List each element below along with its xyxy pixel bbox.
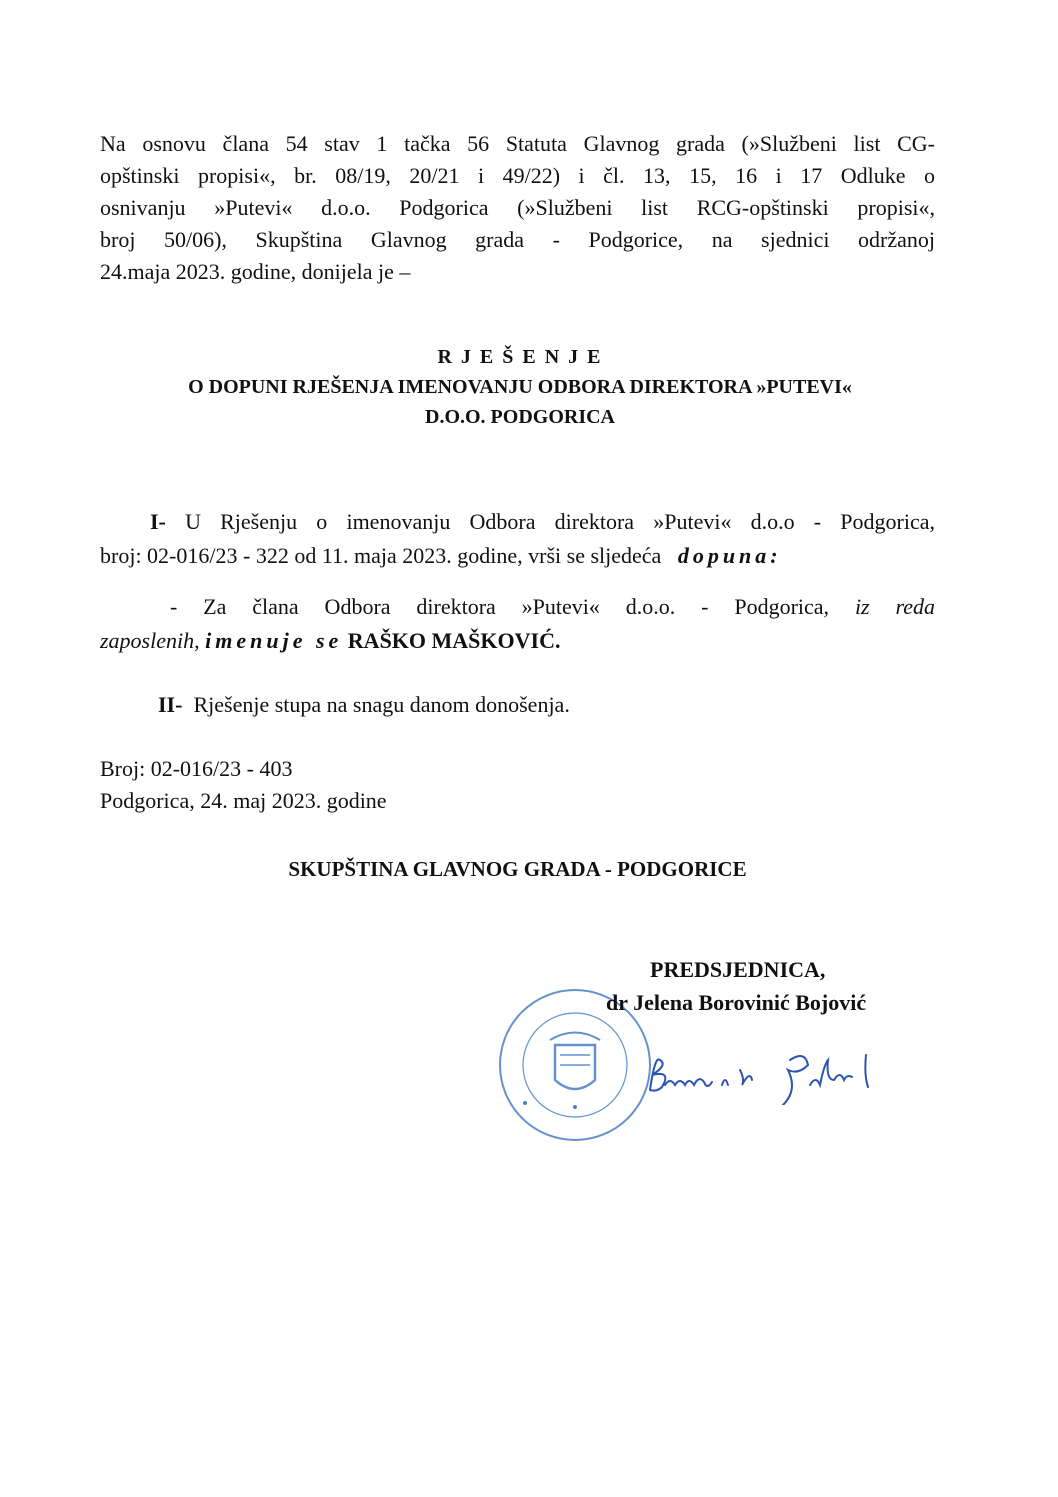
assembly-name: SKUPŠTINA GLAVNOG GRADA - PODGORICE: [288, 857, 747, 881]
signatory-name: dr Jelena Borovinić Bojović: [606, 990, 867, 1015]
section-2: [158, 692, 570, 718]
section-text: U Rješenju o imenovanju Odbora direktora »Putevi« d.o.o - Podgorica,: [185, 509, 935, 534]
item-text: iz reda: [854, 594, 935, 619]
imenuje-emphasis: imenuje se: [205, 628, 343, 653]
intro-line: Na osnovu člana 54 stav 1 tačka 56 Statuta Glavnog grada (»Službeni list CG-: [100, 131, 935, 156]
dopuna-emphasis: dopuna:: [677, 543, 782, 568]
section-text: broj: 02-016/23 - 322 od 11. maja 2023. godine, vrši se sljedeća: [100, 543, 662, 568]
document-subtitle-2: D.O.O. PODGORICA: [425, 406, 615, 428]
intro-paragraph: [100, 128, 935, 288]
intro-line: broj 50/06), Skupština Glavnog grada - Podgorice, na sjednici održanoj: [100, 227, 935, 252]
document-title: R J E Š E N J E: [437, 346, 603, 368]
section-1: [100, 505, 935, 573]
intro-line: 24.maja 2023. godine, donijela je –: [100, 259, 411, 284]
place-date: Podgorica, 24. maj 2023. godine: [100, 788, 387, 813]
handwritten-signature: [640, 1045, 890, 1105]
document-subtitle: O DOPUNI RJEŠENJA IMENOVANJU ODBORA DIREKTORA »PUTEVI«: [188, 376, 852, 398]
section-number: II-: [158, 692, 183, 717]
item-text: zaposlenih,: [100, 628, 200, 653]
section-1-item: [100, 590, 935, 658]
intro-line: osnivanju »Putevi« d.o.o. Podgorica (»Službeni list RCG-opštinski propisi«,: [100, 195, 935, 220]
intro-line: opštinski propisi«, br. 08/19, 20/21 i 49/22) i čl. 13, 15, 16 i 17 Odluke o: [100, 163, 935, 188]
section-number: I-: [150, 509, 166, 534]
appointee-name: RAŠKO MAŠKOVIĆ.: [347, 628, 561, 653]
signatory-role: PREDSJEDNICA,: [650, 957, 826, 982]
item-text: - Za člana Odbora direktora »Putevi« d.o.o. - Podgorica,: [170, 594, 830, 619]
reference-number: Broj: 02-016/23 - 403: [100, 756, 293, 781]
section-text: Rješenje stupa na snagu danom donošenja.: [193, 692, 570, 717]
